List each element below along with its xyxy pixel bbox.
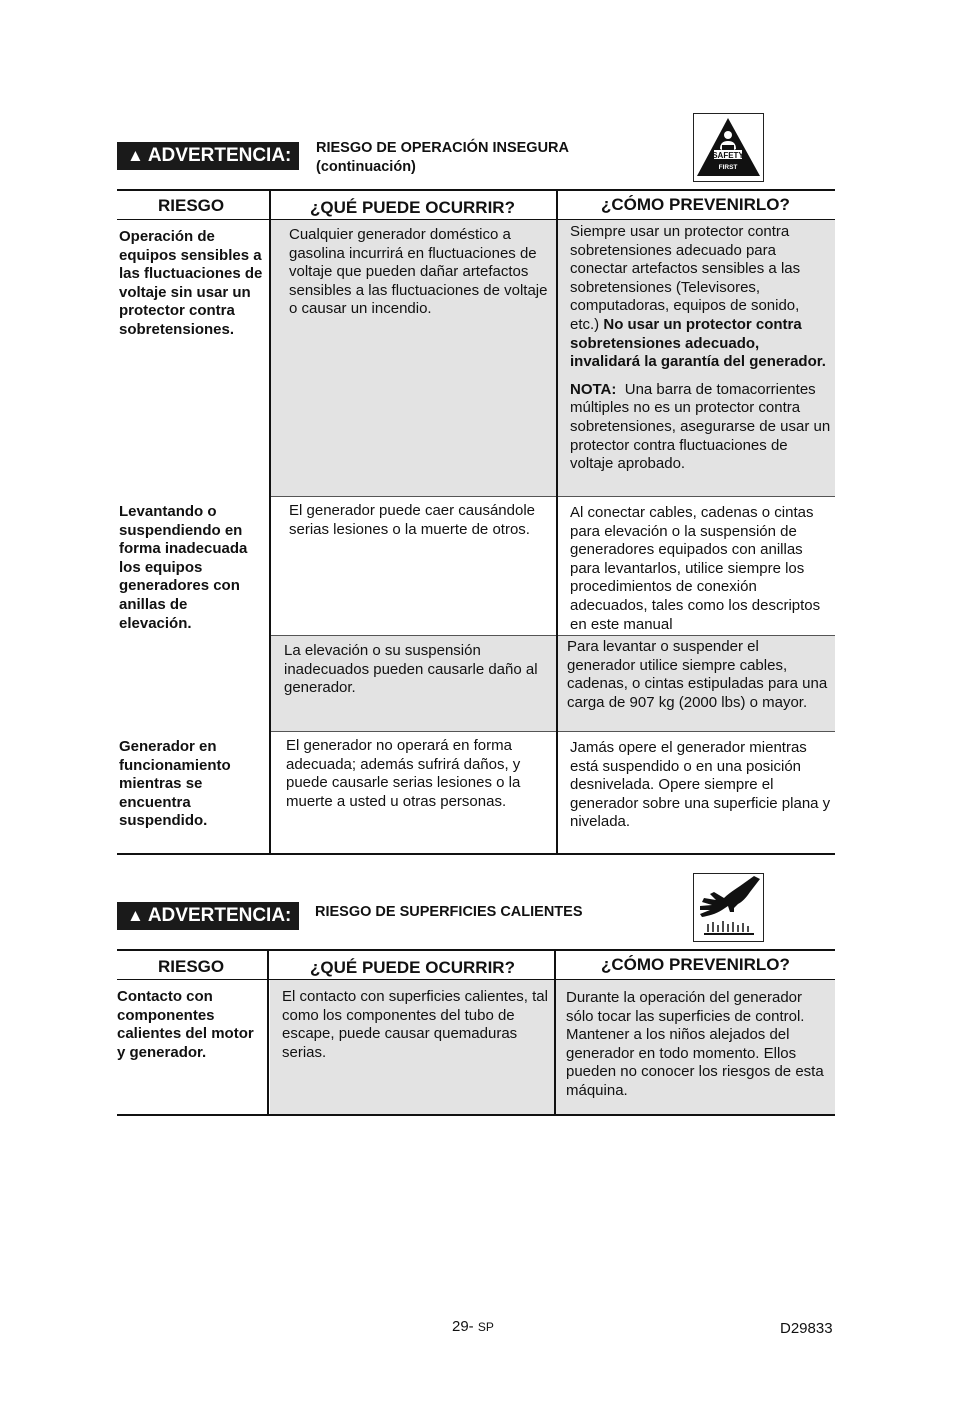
header-como-prevenirlo: ¿CÓMO PREVENIRLO? <box>601 195 790 214</box>
row1-riesgo: Operación de equipos sensibles a las fluctuaciones de voltaje sin usar un protector contra sobretensiones. <box>119 228 263 338</box>
table1-header-rule <box>117 219 835 220</box>
row1-que: Cualquier generador doméstico a gasolina incurrirá en fluctuaciones de voltaje que pueden dañar artefactos sensibles a las fluctuaciones de voltaje o causar un incendio. <box>289 226 548 318</box>
row1-como-warning: No usar un protector contra sobretensiones adecuado, invalidará la garantía del generador. <box>570 315 826 371</box>
page-number <box>452 1318 494 1335</box>
row2-que-a: El generador puede caer causándole serias lesiones o la muerte de otros. <box>289 502 536 538</box>
row3-que: El generador no operará en forma adecuada; además sufrirá daños, y puede causarle serias lesiones o la muerte a usted u otras personas. <box>286 737 521 810</box>
table1-col2-divider <box>556 191 558 854</box>
table1-row1-rule <box>271 496 835 497</box>
s2-que: El contacto con superficies calientes, tal como los componentes del tubo de escape, puede causar quemaduras serias. <box>282 988 548 1061</box>
table2-col2-divider <box>554 951 556 1115</box>
nota-text: Una barra de tomacorrientes múltiples no es un protector contra sobretensiones, asegurarse de usar un protector contra fluctuaciones de voltaje aprobado. <box>570 380 831 473</box>
safety-first-icon <box>693 113 764 182</box>
table2-col1-divider <box>267 951 269 1115</box>
table1-top-rule <box>117 189 835 191</box>
hot-surface-hand-icon <box>693 873 764 942</box>
nota-label: NOTA: <box>570 380 617 398</box>
row1-como-text: Siempre usar un protector contra sobretensiones adecuado para conectar artefactos sensibles a las sobretensiones (Televisores, computadoras, equipos de sonido, etc.) <box>570 223 801 333</box>
table1-row2-rule <box>271 731 835 732</box>
header2-riesgo: RIESGO <box>158 957 225 976</box>
section-title-line2: (continuación) <box>316 159 416 175</box>
table1-row2a-rule <box>271 635 835 636</box>
table2-top-rule <box>117 949 835 951</box>
document-code: D29833 <box>780 1320 833 1337</box>
section2-title: RIESGO DE SUPERFICIES CALIENTES <box>315 904 583 920</box>
header-riesgo: RIESGO <box>158 196 225 215</box>
safety-icon-text: SAFETY <box>712 151 744 160</box>
row2-riesgo: Levantando o suspendiendo en forma inadecuada los equipos generadores con anillas de elevación. <box>119 503 248 632</box>
row3-como: Jamás opere el generador mientras está suspendido o en una posición desnivelada. Opere siempre el generador sobre una superficie plana y nivelada. <box>570 739 831 831</box>
section-title-line1: RIESGO DE OPERACIÓN INSEGURA <box>316 140 569 156</box>
warning-triangle-icon: ▲ <box>127 906 144 925</box>
s2-riesgo: Contacto con componentes calientes del motor y generador. <box>117 988 254 1061</box>
table2-bottom-rule <box>117 1114 835 1116</box>
page-number-suffix: SP <box>477 1320 494 1334</box>
table2-header-rule <box>117 979 835 980</box>
row1-como <box>570 223 832 474</box>
row2-como-a: Al conectar cables, cadenas o cintas para elevación o la suspensión de generadores equipados con anillas para levantarlos, utilice siempre los procedimientos de conexión adecuados, tales como los descriptos en este manual <box>570 504 821 633</box>
section-title <box>316 139 569 177</box>
row2-como-b: Para levantar o suspender el generador utilice siempre cables, cadenas, o cintas estipuladas para una carga de 907 kg (2000 lbs) o mayor. <box>567 638 828 711</box>
warning-badge-label: ADVERTENCIA: <box>147 145 292 166</box>
s2-como: Durante la operación del generador sólo tocar las superficies de control. Mantener a los niños alejados del generador en todo momento. Ellos pueden no conocer los riesgos de esta máquina. <box>566 989 824 1099</box>
warning-badge-label: ADVERTENCIA: <box>147 905 292 926</box>
header-que-puede-ocurrir: ¿QUÉ PUEDE OCURRIR? <box>310 198 515 217</box>
row2-que-b: La elevación o su suspensión inadecuados pueden causarle daño al generador. <box>284 642 538 697</box>
header2-que-puede-ocurrir: ¿QUÉ PUEDE OCURRIR? <box>310 958 515 977</box>
page-number-value: 29- <box>452 1318 474 1335</box>
header2-como-prevenirlo: ¿CÓMO PREVENIRLO? <box>601 955 790 974</box>
row3-riesgo: Generador en funcionamiento mientras se encuentra suspendido. <box>119 738 231 830</box>
warning-badge-2 <box>117 902 299 930</box>
first-icon-text: FIRST <box>718 164 738 171</box>
table1-col1-divider <box>269 191 271 854</box>
warning-triangle-icon: ▲ <box>127 146 144 165</box>
warning-badge <box>117 142 299 170</box>
table1-bottom-rule <box>117 853 835 855</box>
